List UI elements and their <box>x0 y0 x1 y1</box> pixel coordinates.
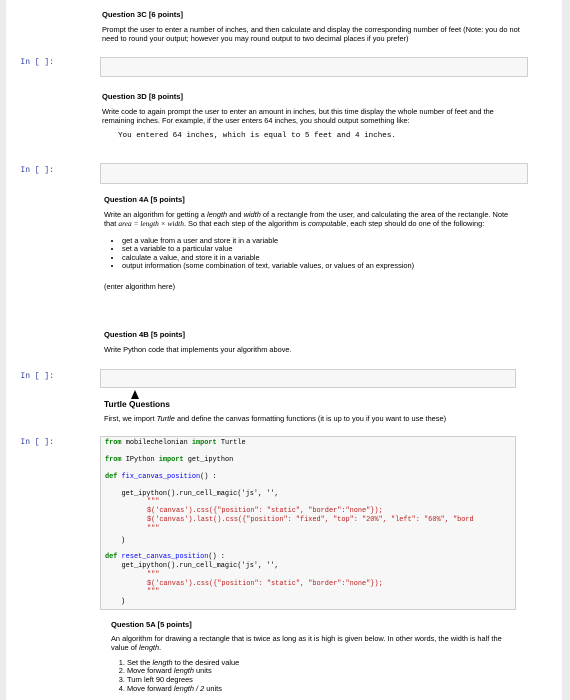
question-text: Write Python code that implements your algorithm above. <box>104 344 292 354</box>
question-title: Question 4A [5 points] <box>104 195 185 204</box>
code-input-cell[interactable] <box>100 369 516 388</box>
section-title: Turtle Questions <box>104 399 170 409</box>
code-line: $('canvas').last().css({"position": "fixed", "top": "20%", "left": "60%", "bord <box>147 516 474 524</box>
list-item: • get a value from a user and store it in a variable <box>122 237 516 245</box>
step-types-list <box>104 237 516 271</box>
code-line: ) <box>121 598 126 606</box>
question-text: Write code to again prompt the user to enter an amount in inches, but this time display the whole number of feet and the remaining inches. For example, if the user enters 64 inches, you should output something like: <box>102 106 494 126</box>
list-item: • set a variable to a particular value <box>122 245 516 253</box>
code-line: $('canvas').css({"position": "static", "border":"none"}); <box>147 507 383 515</box>
code-line: def fix_canvas_position() : <box>105 473 217 481</box>
algorithm-steps-list <box>111 659 516 693</box>
question-title: Question 3C [6 points] <box>102 10 184 19</box>
markdown-cell-turtle <box>104 400 516 423</box>
list-item: 2. Move forward length units <box>127 667 516 676</box>
markdown-cell-q4b <box>104 330 516 354</box>
example-output: You entered 64 inches, which is equal to 5 feet and 4 inches. <box>118 131 396 140</box>
list-item: 4. Move forward length / 2 units <box>127 685 516 694</box>
list-item: 1. Set the length to the desired value <box>127 659 516 668</box>
notebook-page <box>6 0 562 700</box>
code-input-cell[interactable] <box>100 163 528 184</box>
cell-prompt: In [ ]: <box>20 438 54 447</box>
cell-prompt: In [ ]: <box>20 372 54 381</box>
question-text: Prompt the user to enter a number of inches, and then calculate and display the corresponding number of feet (Note: you do not need to round your output; however you may round output to two decimal places if you prefer) <box>102 24 520 44</box>
question-text: An algorithm for drawing a rectangle that is twice as long as it is high is given below. In other words, the width is half the value of length. <box>111 633 502 653</box>
code-line: from mobilechelonian import Turtle <box>105 439 246 447</box>
code-line: from IPython import get_ipython <box>105 456 234 464</box>
code-line: def reset_canvas_position() : <box>105 553 225 561</box>
list-item: 3. Turn left 90 degrees <box>127 676 516 685</box>
code-line: get_ipython().run_cell_magic('js', '', <box>105 562 279 570</box>
code-line: $('canvas').css({"position": "static", "border":"none"}); <box>147 580 383 588</box>
markdown-cell-q4a <box>104 195 516 292</box>
code-cell-turtle-setup[interactable] <box>100 436 516 610</box>
code-line: """ <box>147 571 160 579</box>
markdown-cell-q5a <box>111 620 516 693</box>
markdown-cell-q3d <box>102 92 522 141</box>
code-line: ) <box>121 537 126 545</box>
cell-prompt: In [ ]: <box>20 58 54 67</box>
code-line: """ <box>147 525 160 533</box>
question-title: Question 3D [8 points] <box>102 92 184 101</box>
list-item: • calculate a value, and store it in a variable <box>122 254 516 262</box>
code-line: """ <box>147 588 160 596</box>
question-text: Write an algorithm for getting a length and width of a rectangle from the user, and calculating the area of the rectangle. Note that area = length × width. So that each step of the algorithm is computable, each step should do one of the following: <box>104 209 509 229</box>
mouse-cursor-icon <box>131 390 139 399</box>
question-title: Question 4B [5 points] <box>104 330 186 339</box>
code-input-cell[interactable] <box>100 57 528 77</box>
code-line: """ <box>147 498 160 506</box>
answer-placeholder: (enter algorithm here) <box>104 282 176 292</box>
section-text: First, we import Turtle and define the canvas formatting functions (it is up to you if you want to use these) <box>104 413 447 423</box>
markdown-cell-q3c <box>102 10 522 44</box>
area-formula: area = length × width <box>118 219 184 229</box>
list-item: • output information (some combination of text, variable values, or values of an expression) <box>122 262 516 270</box>
question-title: Question 5A [5 points] <box>111 620 192 629</box>
cell-prompt: In [ ]: <box>20 166 54 175</box>
code-line: get_ipython().run_cell_magic('js', '', <box>105 490 279 498</box>
